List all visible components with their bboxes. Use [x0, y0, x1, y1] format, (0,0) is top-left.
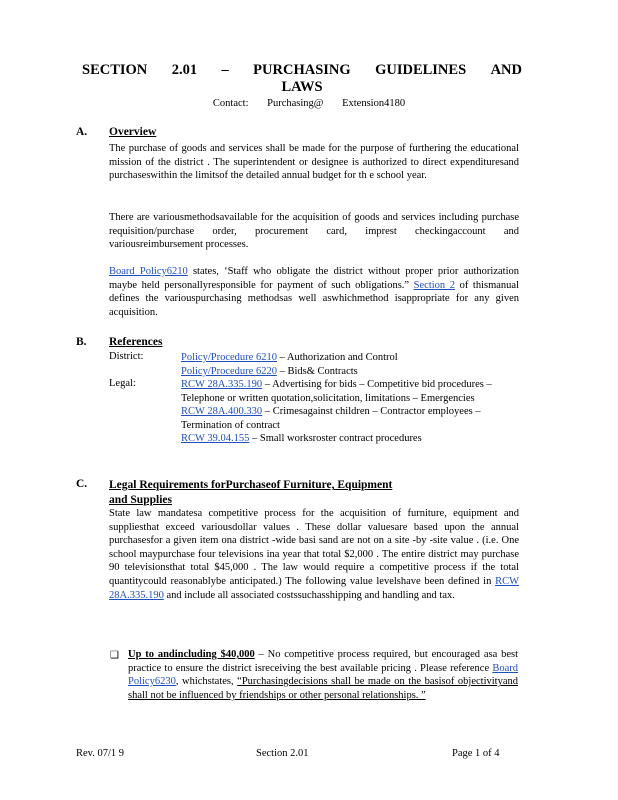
paragraph-text: states, ‘Staff who obligate the district without proper prior authorization maybe held personallyresponsible for payment of such obligations.”: [109, 266, 519, 291]
contact-extension: Extension4180: [342, 98, 406, 109]
paragraph-text: and include all associated costssuchasshipping and handling and tax.: [163, 589, 455, 601]
title-word: –: [221, 62, 229, 78]
checkbox-bullet-icon: ❑: [110, 650, 119, 661]
reference-text: – Crimesagainst children – Contractor employees – Termination of contract: [181, 406, 481, 431]
policy-6210-link[interactable]: Policy/Procedure 6210: [181, 352, 277, 363]
rcw-28a335190-link[interactable]: RCW 28A.335.190: [181, 379, 263, 390]
contact-line: [0, 98, 618, 109]
rcw-3904155-link[interactable]: RCW 39.04.155: [181, 433, 250, 445]
title-word: PURCHASING: [253, 62, 351, 78]
section-2-link[interactable]: Section 2: [413, 279, 455, 291]
policy-quote: “Purchasingdecisions shall be made on the basisof objectivityand shall not be influenced by friendships or other personal relationships. ”: [128, 676, 518, 701]
section-b-heading: References: [109, 336, 163, 348]
board-policy-6210-link[interactable]: Board Policy6210: [109, 266, 188, 277]
section-c-heading-line-2: and Supplies: [109, 494, 172, 506]
bullet-item-40000: [128, 648, 518, 702]
overview-paragraph-2: There are variousmethodsavailable for the acquisition of goods and services including purchase requisition/purchase order, procurement card, imprest checkingaccount and variousreimbursement processes.: [109, 212, 519, 251]
title-word: SECTION: [82, 62, 148, 78]
title-word: 2.01: [171, 62, 198, 78]
section-a-letter: A.: [76, 126, 88, 138]
paragraph-text: of thismanual defines the variouspurchasing methodsas well aswhichmethod isappropriate for any given acquisition.: [109, 279, 519, 318]
district-label: District:: [109, 351, 144, 362]
title-line-2: LAWS: [281, 79, 323, 95]
reference-item: [181, 351, 497, 365]
title-word: AND: [490, 62, 522, 78]
bullet-text: , whichstates,: [175, 676, 238, 688]
legal-references: [181, 378, 497, 446]
reference-item: [181, 365, 497, 379]
title-word: GUIDELINES: [375, 62, 467, 78]
overview-paragraph-1: The purchase of goods and services shall be made for the purpose of furthering the educational mission of the district . The superintendent or designee is authorized to direct expendituresand purchaseswithin the limitsof the detailed annual budget for th e school year.: [109, 143, 519, 182]
footer-revision: Rev. 07/1 9: [76, 748, 125, 759]
reference-item: [181, 405, 497, 432]
rcw-28a400330-link[interactable]: RCW 28A.400.330: [181, 406, 263, 418]
section-a-heading: Overview: [109, 126, 157, 138]
reference-item: [181, 432, 497, 446]
section-c-heading: [109, 478, 532, 508]
rcw-28a335190-inline-link[interactable]: RCW 28A.335.190: [109, 575, 519, 601]
title-line-1: [82, 62, 522, 79]
legal-label: Legal:: [109, 378, 136, 389]
bullet-text: – No competitive process required, but encouraged asa best practice to ensure the district isreceiving the best available pricing . Please reference: [128, 649, 518, 674]
legal-requirements-paragraph: [109, 507, 519, 602]
page-title: [82, 62, 522, 96]
overview-paragraph-3: [109, 265, 519, 319]
contact-email: Purchasing@: [267, 98, 324, 109]
reference-text: – Advertising for bids – Competitive bid procedures – Telephone or written quotation,solicitation, limitations – Emergencies: [181, 379, 492, 404]
footer-section: Section 2.01: [256, 748, 309, 759]
section-c-heading-line-1: Legal Requirements forPurchaseof Furniture, Equipment: [109, 479, 393, 491]
reference-item: [181, 378, 497, 405]
paragraph-text: State law mandatesa competitive process for the acquisition of furniture, equipment and suppliesthat exceed variousdollar values . These dollar valuesare based upon the annual purchasesfor a given item ona district -wide basi sand are not on a site -by -site value . (i.e. One school maypurchase four televisions ina year that total $2,000 . The entire district may purchase 90 televisionsthat total $45,000 . The law would require a competitive process if the total quantitycould reasonablybe anticipated.) The following value levelshave been defined in: [109, 508, 519, 587]
reference-text: – Authorization and Control: [276, 352, 398, 363]
section-c-letter: C.: [76, 478, 88, 490]
reference-text: – Small worksroster contract procedures: [249, 433, 422, 445]
section-b-letter: B.: [76, 336, 87, 348]
board-policy-6230-link[interactable]: Board Policy6230: [128, 662, 518, 688]
contact-label: Contact:: [212, 98, 249, 109]
bullet-heading: Up to andincluding $40,000: [128, 649, 255, 660]
footer-page-number: Page 1 of 4: [452, 748, 500, 759]
policy-6220-link[interactable]: Policy/Procedure 6220: [181, 365, 277, 377]
reference-text: – Bids& Contracts: [276, 365, 358, 377]
district-references: [181, 351, 497, 378]
